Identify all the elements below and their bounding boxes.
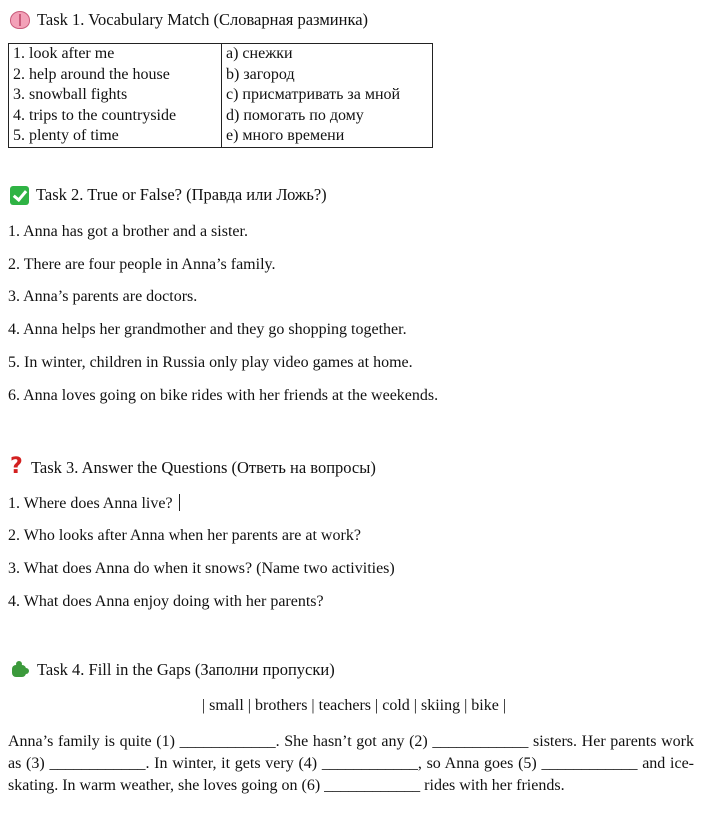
list-item: 4. Anna helps her grandmother and they go shopping together.	[8, 321, 407, 338]
vocab-right-cell: a) снежки	[222, 44, 433, 65]
word-bank: | small | brothers | teachers | cold | skiing | bike |	[201, 697, 507, 714]
list-item: 6. Anna loves going on bike rides with her friends at the weekends.	[8, 387, 439, 404]
brain-icon	[10, 11, 30, 29]
list-item: 2. There are four people in Anna’s family.	[8, 256, 276, 273]
task2-heading	[10, 185, 327, 205]
gap-fill-paragraph: Anna’s family is quite (1) ____________. She hasn’t got any (2) ____________ sisters. Her parents work as (3) ____________. In winter, it gets very (4) ____________, so Anna goes (5) ____________ and ice-skating. In warm weather, she loves going on (6) ____________ rides with her friends.	[8, 733, 694, 794]
task2-heading-text: Task 2. True or False? (Правда или Ложь?)	[36, 185, 327, 204]
vocab-left-cell: 2. help around the house	[9, 65, 222, 86]
table-row	[9, 65, 433, 86]
question-mark-icon: ?	[10, 454, 23, 479]
task1-heading-text: Task 1. Vocabulary Match (Словарная разминка)	[37, 10, 369, 29]
table-row	[9, 85, 433, 106]
vocab-right-cell: e) много времени	[222, 126, 433, 147]
text-cursor[interactable]	[179, 494, 180, 511]
vocab-right-cell: c) присматривать за мной	[222, 85, 433, 106]
task4-heading-text: Task 4. Fill in the Gaps (Заполни пропуски)	[37, 660, 335, 679]
list-item: 1. Anna has got a brother and a sister.	[8, 223, 248, 240]
vocab-left-cell: 4. trips to the countryside	[9, 106, 222, 127]
task4-heading	[10, 660, 335, 680]
puzzle-piece-icon	[10, 660, 30, 680]
vocab-left-cell: 5. plenty of time	[9, 126, 222, 147]
task3-heading	[10, 454, 376, 479]
list-item: 5. In winter, children in Russia only play video games at home.	[8, 354, 413, 371]
question-text: 1. Where does Anna live?	[8, 495, 173, 512]
list-item: 2. Who looks after Anna when her parents are at work?	[8, 527, 361, 544]
table-row	[9, 44, 433, 65]
vocab-left-cell: 3. snowball fights	[9, 85, 222, 106]
table-row	[9, 126, 433, 147]
vocab-right-cell: d) помогать по дому	[222, 106, 433, 127]
table-row	[9, 106, 433, 127]
checkmark-icon	[10, 186, 29, 205]
list-item: 4. What does Anna enjoy doing with her parents?	[8, 593, 324, 610]
list-item: 3. Anna’s parents are doctors.	[8, 288, 198, 305]
vocab-right-cell: b) загород	[222, 65, 433, 86]
task3-heading-text: Task 3. Answer the Questions (Ответь на вопросы)	[31, 458, 376, 477]
task1-heading	[10, 10, 368, 30]
list-item	[8, 494, 180, 513]
vocab-left-cell: 1. look after me	[9, 44, 222, 65]
list-item: 3. What does Anna do when it snows? (Name two activities)	[8, 560, 395, 577]
vocabulary-table	[8, 43, 433, 148]
